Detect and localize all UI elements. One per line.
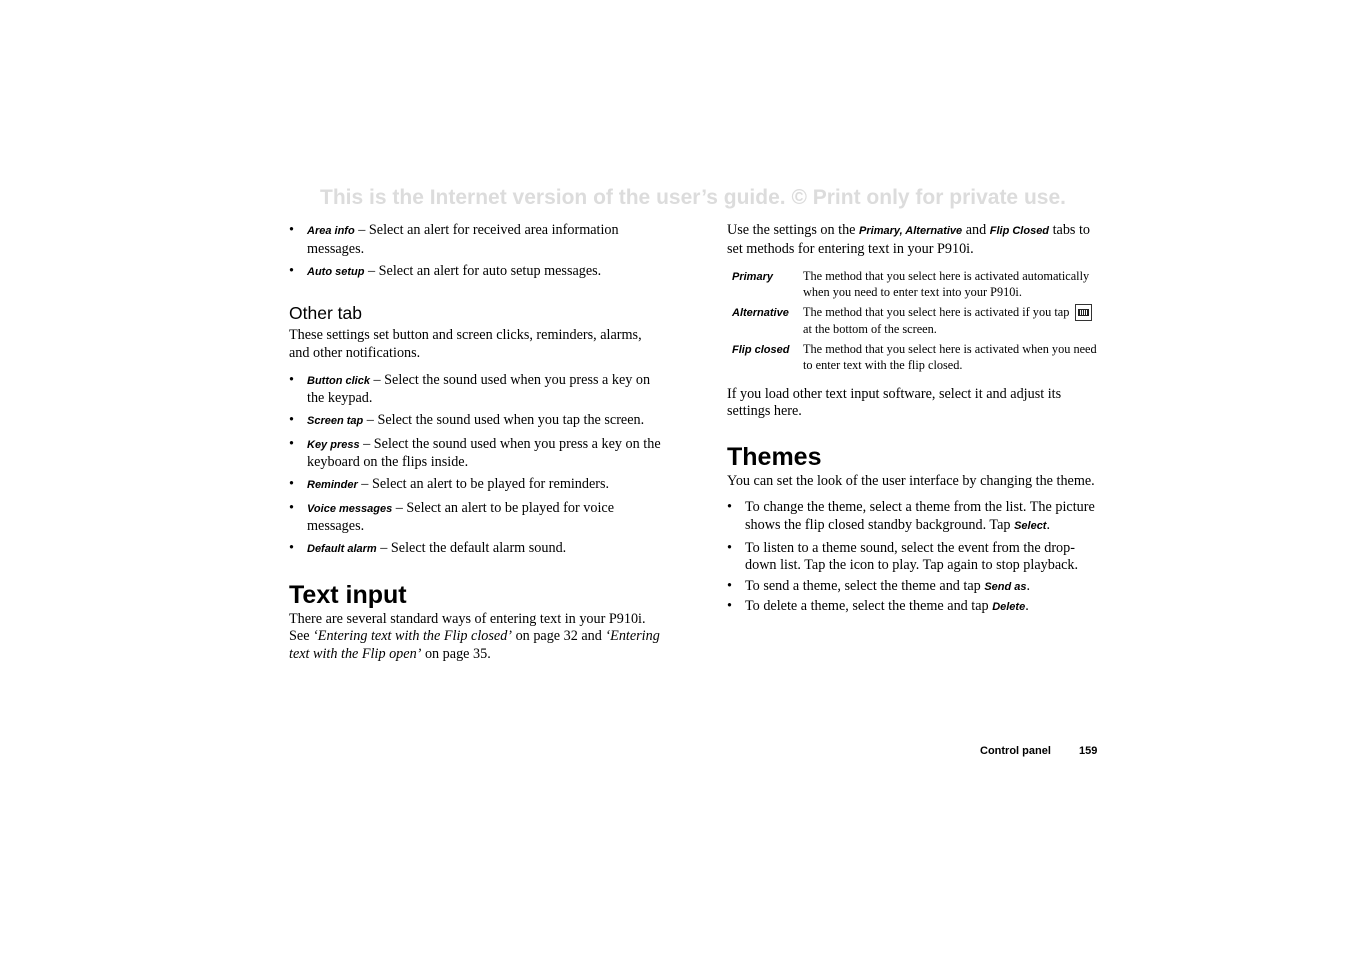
left-column — [289, 222, 661, 664]
term-label: Auto setup — [307, 265, 365, 278]
table-term — [727, 341, 803, 377]
item-text: – Select the default alarm sound. — [376, 540, 567, 557]
term-label: Reminder — [307, 479, 358, 492]
item-text: To listen to a theme sound, select the event from the drop-down list. Tap the icon to play. Tap again to stop playback. — [745, 539, 1079, 574]
term-label: Default alarm — [307, 543, 377, 556]
other-tab-heading: Other tab — [289, 303, 362, 324]
command-select: Select — [1014, 520, 1047, 533]
text-input-heading: Text input — [289, 580, 407, 609]
text-input-paragraph — [289, 611, 661, 664]
list-item — [289, 436, 661, 472]
text-run: on page 32 and — [512, 628, 606, 645]
item-text: – Select the sound used when you press a key on the keypad. — [307, 371, 651, 407]
load-software-text: If you load other text input software, select it and adjust its settings here. — [727, 385, 1062, 420]
watermark: This is the Internet version of the user’s guide. © Print only for private use. — [320, 186, 1066, 209]
footer-section-name: Control panel — [980, 745, 1051, 757]
text-run: on page 35. — [421, 646, 491, 663]
cross-reference-flip-closed[interactable]: ‘Entering text with the Flip closed’ — [313, 628, 513, 645]
tab-name-flip-closed: Flip Closed — [989, 225, 1050, 237]
term-label: Area info — [307, 225, 355, 237]
themes-intro: You can set the look of the user interface by changing the theme. — [727, 472, 1095, 489]
item-text: – Select an alert for auto setup messages. — [364, 262, 602, 279]
item-text: – Select an alert for received area information messages. — [307, 222, 619, 257]
list-item — [289, 372, 661, 408]
table-desc — [803, 304, 1102, 341]
table-desc: The method that you select here is activated when you need to enter text with the flip closed. — [803, 342, 1097, 373]
term-label: Button click — [307, 374, 370, 387]
other-tab-bullet-list — [289, 372, 661, 559]
alert-bullet-list — [289, 222, 661, 281]
text-run: at the bottom of the screen. — [803, 322, 937, 337]
item-text: . — [1046, 517, 1051, 534]
list-item — [289, 222, 661, 258]
list-item — [727, 540, 1102, 575]
text-run: Use the settings on the — [727, 222, 860, 238]
list-item — [289, 476, 661, 495]
list-item — [727, 598, 1102, 617]
tab-name-primary: Primary — [859, 225, 900, 237]
themes-bullet-list — [727, 499, 1102, 617]
table-term — [727, 304, 803, 341]
other-tab-intro: These settings set button and screen clicks, reminders, alarms, and other notifications. — [289, 327, 642, 361]
item-text: . — [1026, 577, 1031, 594]
item-text: To change the theme, select a theme from the list. The picture shows the flip closed standby background. Tap — [745, 499, 1095, 534]
text-run: tabs to set methods for entering text in your P910i. — [727, 222, 1091, 257]
themes-heading: Themes — [727, 442, 822, 471]
list-item — [289, 263, 661, 282]
table-term — [727, 268, 803, 304]
table-desc: The method that you select here is activated automatically when you need to enter text into your P910i. — [803, 269, 1090, 300]
item-text: – Select an alert to be played for voice messages. — [307, 499, 614, 535]
text-run: and — [962, 222, 990, 238]
list-item — [289, 540, 661, 559]
table-row — [727, 341, 1102, 377]
item-text: To delete a theme, select the theme and tap — [745, 598, 993, 615]
right-column — [727, 222, 1102, 622]
item-text: . — [1025, 598, 1029, 615]
term-label: Voice messages — [307, 502, 393, 515]
list-item — [289, 412, 661, 431]
term-label: Flip closed — [732, 344, 790, 357]
table-row — [727, 304, 1102, 341]
term-label: Key press — [307, 438, 360, 451]
command-send-as: Send as — [984, 580, 1027, 593]
command-delete: Delete — [992, 601, 1026, 614]
cross-reference-flip-open[interactable]: ‘Entering text with the Flip open’ — [289, 628, 660, 663]
term-label: Screen tap — [307, 415, 364, 428]
list-item — [727, 578, 1102, 597]
item-text: To send a theme, select the theme and tap — [745, 577, 985, 594]
text-run: There are several standard ways of entering text in your P910i. See — [289, 610, 646, 645]
item-text: – Select the sound used when you tap the screen. — [363, 412, 645, 429]
item-text: – Select the sound used when you press a key on the keyboard on the flips inside. — [307, 435, 661, 471]
table-row — [727, 268, 1102, 304]
list-item — [727, 499, 1102, 535]
text-run: , — [899, 225, 906, 237]
item-text: – Select an alert to be played for reminders. — [357, 476, 610, 493]
text-run: The method that you select here is activated if you tap — [803, 304, 1073, 319]
text-input-settings-intro — [727, 222, 1102, 258]
page-number: 159 — [1079, 745, 1098, 757]
keyboard-icon — [1075, 304, 1092, 321]
term-label: Alternative — [732, 306, 789, 319]
tab-name-alternative: Alternative — [905, 225, 963, 237]
input-method-table — [727, 268, 1102, 376]
list-item — [289, 500, 661, 536]
term-label: Primary — [732, 271, 773, 284]
